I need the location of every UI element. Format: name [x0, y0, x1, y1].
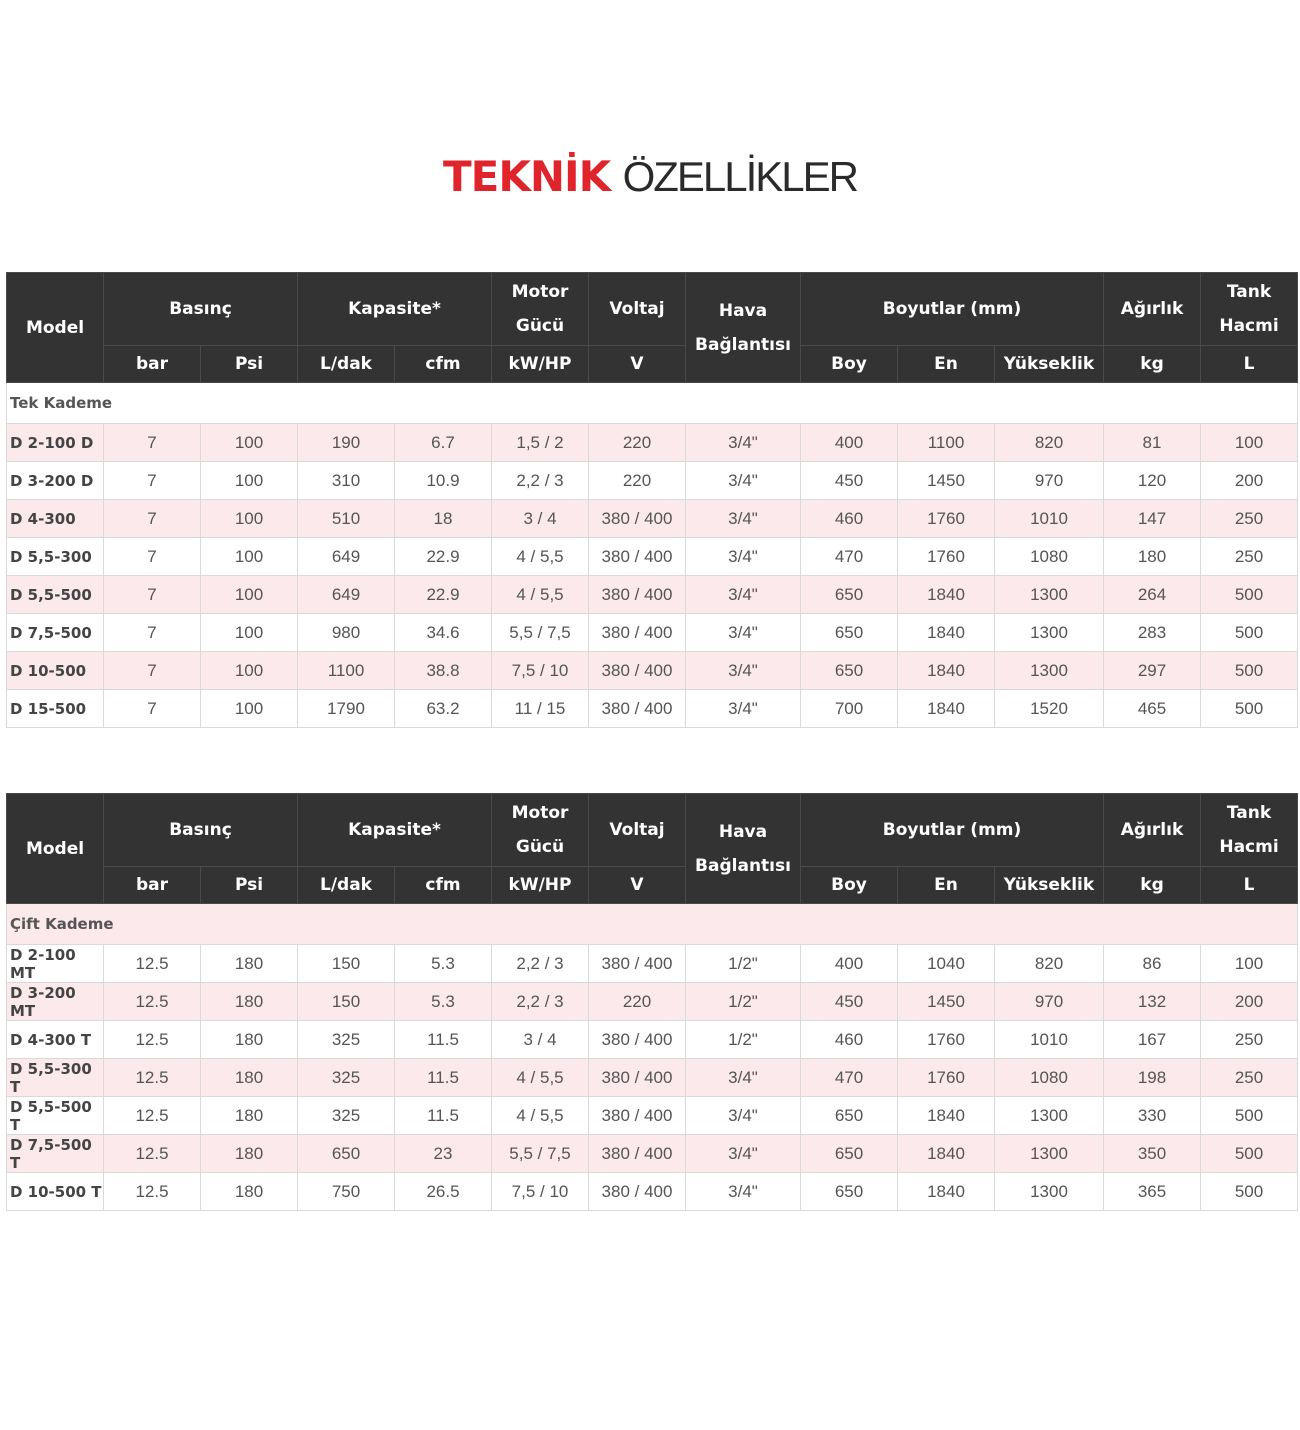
cell-bar: 7 — [104, 462, 201, 500]
header-cfm: cfm — [395, 867, 492, 904]
header-boyutlar: Boyutlar (mm) — [801, 794, 1104, 867]
header-tank — [1201, 794, 1298, 867]
cell-boy: 470 — [801, 538, 898, 576]
header-psi: Psi — [201, 346, 298, 383]
cell-voltage: 380 / 400 — [589, 1097, 686, 1135]
cell-boy: 470 — [801, 1059, 898, 1097]
cell-kwhp: 11 / 15 — [492, 690, 589, 728]
cell-bar: 12.5 — [104, 1059, 201, 1097]
cell-tank: 250 — [1201, 1059, 1298, 1097]
header-model: Model — [7, 273, 104, 383]
cell-air-connection: 3/4" — [686, 424, 801, 462]
cell-air-connection: 3/4" — [686, 652, 801, 690]
cell-yukseklik: 1300 — [995, 614, 1104, 652]
cell-model: D 4-300 — [7, 500, 104, 538]
cell-model: D 5,5-500 T — [7, 1097, 104, 1135]
cell-tank: 500 — [1201, 1135, 1298, 1173]
cell-tank: 100 — [1201, 945, 1298, 983]
header-tank-line2: Hacmi — [1219, 837, 1279, 857]
cell-psi: 100 — [201, 690, 298, 728]
cell-psi: 100 — [201, 462, 298, 500]
cell-model: D 2-100 D — [7, 424, 104, 462]
cell-en: 1760 — [898, 1021, 995, 1059]
cell-en: 1100 — [898, 424, 995, 462]
header-tank-line2: Hacmi — [1219, 316, 1279, 336]
cell-weight: 147 — [1104, 500, 1201, 538]
cell-voltage: 380 / 400 — [589, 614, 686, 652]
cell-en: 1840 — [898, 1097, 995, 1135]
cell-weight: 81 — [1104, 424, 1201, 462]
cell-yukseklik: 1080 — [995, 1059, 1104, 1097]
table-row — [7, 462, 1298, 500]
cell-yukseklik: 970 — [995, 983, 1104, 1021]
cell-kwhp: 5,5 / 7,5 — [492, 1135, 589, 1173]
cell-cfm: 5.3 — [395, 983, 492, 1021]
header-boyutlar: Boyutlar (mm) — [801, 273, 1104, 346]
cell-model: D 10-500 T — [7, 1173, 104, 1211]
cell-yukseklik: 970 — [995, 462, 1104, 500]
header-motor-line1: Motor — [511, 803, 569, 823]
cell-bar: 7 — [104, 652, 201, 690]
cell-en: 1760 — [898, 1059, 995, 1097]
cell-cfm: 38.8 — [395, 652, 492, 690]
cell-ldak: 510 — [298, 500, 395, 538]
header-motor-line2: Gücü — [515, 316, 565, 336]
cell-psi: 180 — [201, 1059, 298, 1097]
cell-psi: 180 — [201, 945, 298, 983]
header-motor — [492, 273, 589, 346]
cell-bar: 12.5 — [104, 1021, 201, 1059]
cell-ldak: 650 — [298, 1135, 395, 1173]
cell-yukseklik: 1520 — [995, 690, 1104, 728]
cell-en: 1450 — [898, 462, 995, 500]
cell-tank: 200 — [1201, 462, 1298, 500]
cell-kwhp: 5,5 / 7,5 — [492, 614, 589, 652]
cell-kwhp: 4 / 5,5 — [492, 1059, 589, 1097]
cell-kwhp: 7,5 / 10 — [492, 652, 589, 690]
cell-psi: 100 — [201, 614, 298, 652]
single-stage-table — [6, 272, 1298, 728]
cell-psi: 100 — [201, 500, 298, 538]
cell-bar: 7 — [104, 538, 201, 576]
header-l: L — [1201, 867, 1298, 904]
cell-weight: 350 — [1104, 1135, 1201, 1173]
cell-tank: 200 — [1201, 983, 1298, 1021]
cell-bar: 7 — [104, 614, 201, 652]
cell-weight: 198 — [1104, 1059, 1201, 1097]
cell-kwhp: 2,2 / 3 — [492, 945, 589, 983]
cell-kwhp: 3 / 4 — [492, 500, 589, 538]
header-yukseklik: Yükseklik — [995, 346, 1104, 383]
cell-model: D 3-200 MT — [7, 983, 104, 1021]
cell-air-connection: 3/4" — [686, 614, 801, 652]
cell-air-connection: 3/4" — [686, 538, 801, 576]
header-hava-line1: Hava — [718, 300, 768, 321]
cell-ldak: 1790 — [298, 690, 395, 728]
header-boy: Boy — [801, 346, 898, 383]
cell-model: D 5,5-500 — [7, 576, 104, 614]
cell-weight: 365 — [1104, 1173, 1201, 1211]
cell-bar: 12.5 — [104, 945, 201, 983]
table-row — [7, 1135, 1298, 1173]
cell-en: 1840 — [898, 690, 995, 728]
cell-cfm: 18 — [395, 500, 492, 538]
cell-tank: 500 — [1201, 614, 1298, 652]
cell-yukseklik: 1300 — [995, 1097, 1104, 1135]
cell-voltage: 380 / 400 — [589, 500, 686, 538]
cell-yukseklik: 1010 — [995, 500, 1104, 538]
header-voltaj: Voltaj — [589, 794, 686, 867]
cell-weight: 180 — [1104, 538, 1201, 576]
table-row — [7, 945, 1298, 983]
header-kg: kg — [1104, 346, 1201, 383]
cell-ldak: 750 — [298, 1173, 395, 1211]
cell-ldak: 325 — [298, 1097, 395, 1135]
cell-yukseklik: 1300 — [995, 1135, 1104, 1173]
header-kapasite: Kapasite* — [298, 273, 492, 346]
cell-psi: 180 — [201, 1135, 298, 1173]
header-ldak: L/dak — [298, 867, 395, 904]
header-psi: Psi — [201, 867, 298, 904]
header-motor-line2: Gücü — [515, 837, 565, 857]
cell-tank: 250 — [1201, 500, 1298, 538]
cell-cfm: 26.5 — [395, 1173, 492, 1211]
header-kg: kg — [1104, 867, 1201, 904]
cell-yukseklik: 820 — [995, 945, 1104, 983]
cell-cfm: 34.6 — [395, 614, 492, 652]
cell-air-connection: 3/4" — [686, 1135, 801, 1173]
cell-ldak: 649 — [298, 538, 395, 576]
cell-cfm: 6.7 — [395, 424, 492, 462]
table-row — [7, 538, 1298, 576]
cell-boy: 700 — [801, 690, 898, 728]
cell-air-connection: 3/4" — [686, 690, 801, 728]
cell-bar: 7 — [104, 576, 201, 614]
header-kwhp: kW/HP — [492, 867, 589, 904]
table-row — [7, 424, 1298, 462]
table-row — [7, 690, 1298, 728]
cell-voltage: 380 / 400 — [589, 690, 686, 728]
cell-yukseklik: 1300 — [995, 1173, 1104, 1211]
cell-en: 1840 — [898, 576, 995, 614]
cell-psi: 180 — [201, 1097, 298, 1135]
header-boy: Boy — [801, 867, 898, 904]
cell-air-connection: 3/4" — [686, 1059, 801, 1097]
header-voltaj: Voltaj — [589, 273, 686, 346]
cell-yukseklik: 1300 — [995, 576, 1104, 614]
cell-cfm: 22.9 — [395, 538, 492, 576]
cell-bar: 7 — [104, 690, 201, 728]
cell-yukseklik: 820 — [995, 424, 1104, 462]
table-row — [7, 983, 1298, 1021]
cell-air-connection: 3/4" — [686, 576, 801, 614]
cell-model: D 7,5-500 T — [7, 1135, 104, 1173]
cell-cfm: 5.3 — [395, 945, 492, 983]
cell-boy: 400 — [801, 945, 898, 983]
cell-tank: 500 — [1201, 690, 1298, 728]
cell-ldak: 190 — [298, 424, 395, 462]
cell-ldak: 310 — [298, 462, 395, 500]
header-tank — [1201, 273, 1298, 346]
header-basinc: Basınç — [104, 794, 298, 867]
cell-cfm: 23 — [395, 1135, 492, 1173]
header-kwhp: kW/HP — [492, 346, 589, 383]
cell-air-connection: 3/4" — [686, 1173, 801, 1211]
cell-weight: 330 — [1104, 1097, 1201, 1135]
cell-cfm: 10.9 — [395, 462, 492, 500]
cell-ldak: 325 — [298, 1021, 395, 1059]
cell-ldak: 980 — [298, 614, 395, 652]
cell-en: 1840 — [898, 1135, 995, 1173]
cell-en: 1840 — [898, 614, 995, 652]
cell-psi: 100 — [201, 576, 298, 614]
cell-en: 1760 — [898, 538, 995, 576]
header-tank-line1: Tank — [1226, 282, 1272, 302]
cell-kwhp: 4 / 5,5 — [492, 576, 589, 614]
header-l: L — [1201, 346, 1298, 383]
cell-boy: 650 — [801, 576, 898, 614]
cell-voltage: 380 / 400 — [589, 1059, 686, 1097]
cell-weight: 86 — [1104, 945, 1201, 983]
cell-bar: 7 — [104, 500, 201, 538]
cell-model: D 10-500 — [7, 652, 104, 690]
cell-voltage: 380 / 400 — [589, 945, 686, 983]
header-hava — [686, 794, 801, 904]
cell-ldak: 150 — [298, 983, 395, 1021]
cell-weight: 264 — [1104, 576, 1201, 614]
title-highlight: TEKNİK — [442, 152, 611, 201]
title-rest: ÖZELLİKLER — [622, 153, 858, 200]
cell-model: D 5,5-300 — [7, 538, 104, 576]
header-agirlik: Ağırlık — [1104, 273, 1201, 346]
header-en: En — [898, 346, 995, 383]
cell-boy: 650 — [801, 652, 898, 690]
cell-ldak: 1100 — [298, 652, 395, 690]
cell-weight: 283 — [1104, 614, 1201, 652]
cell-tank: 500 — [1201, 652, 1298, 690]
cell-en: 1040 — [898, 945, 995, 983]
cell-kwhp: 1,5 / 2 — [492, 424, 589, 462]
cell-boy: 650 — [801, 1173, 898, 1211]
cell-bar: 7 — [104, 424, 201, 462]
cell-kwhp: 4 / 5,5 — [492, 538, 589, 576]
cell-bar: 12.5 — [104, 1135, 201, 1173]
cell-ldak: 649 — [298, 576, 395, 614]
cell-cfm: 11.5 — [395, 1021, 492, 1059]
header-hava — [686, 273, 801, 383]
cell-yukseklik: 1300 — [995, 652, 1104, 690]
header-motor — [492, 794, 589, 867]
cell-model: D 15-500 — [7, 690, 104, 728]
cell-tank: 250 — [1201, 538, 1298, 576]
table-row — [7, 576, 1298, 614]
cell-bar: 12.5 — [104, 983, 201, 1021]
cell-ldak: 325 — [298, 1059, 395, 1097]
cell-air-connection: 3/4" — [686, 1097, 801, 1135]
cell-psi: 100 — [201, 424, 298, 462]
cell-en: 1450 — [898, 983, 995, 1021]
cell-boy: 650 — [801, 1097, 898, 1135]
cell-boy: 450 — [801, 462, 898, 500]
cell-cfm: 22.9 — [395, 576, 492, 614]
cell-tank: 500 — [1201, 1173, 1298, 1211]
table-row — [7, 1059, 1298, 1097]
cell-ldak: 150 — [298, 945, 395, 983]
cell-psi: 100 — [201, 538, 298, 576]
cell-en: 1840 — [898, 1173, 995, 1211]
table-row — [7, 1097, 1298, 1135]
table-row — [7, 614, 1298, 652]
cell-weight: 120 — [1104, 462, 1201, 500]
cell-air-connection: 1/2" — [686, 1021, 801, 1059]
cell-voltage: 220 — [589, 983, 686, 1021]
cell-kwhp: 7,5 / 10 — [492, 1173, 589, 1211]
cell-voltage: 380 / 400 — [589, 1021, 686, 1059]
cell-model: D 2-100 MT — [7, 945, 104, 983]
cell-kwhp: 3 / 4 — [492, 1021, 589, 1059]
cell-weight: 132 — [1104, 983, 1201, 1021]
cell-air-connection: 3/4" — [686, 462, 801, 500]
header-hava-line2: Bağlantısı — [695, 334, 791, 355]
cell-tank: 500 — [1201, 1097, 1298, 1135]
cell-voltage: 380 / 400 — [589, 1135, 686, 1173]
cell-en: 1840 — [898, 652, 995, 690]
cell-boy: 450 — [801, 983, 898, 1021]
cell-boy: 650 — [801, 1135, 898, 1173]
header-bar: bar — [104, 346, 201, 383]
cell-cfm: 11.5 — [395, 1097, 492, 1135]
cell-model: D 7,5-500 — [7, 614, 104, 652]
cell-air-connection: 3/4" — [686, 500, 801, 538]
header-cfm: cfm — [395, 346, 492, 383]
cell-air-connection: 1/2" — [686, 983, 801, 1021]
cell-yukseklik: 1010 — [995, 1021, 1104, 1059]
cell-weight: 167 — [1104, 1021, 1201, 1059]
cell-psi: 100 — [201, 652, 298, 690]
header-hava-line1: Hava — [718, 821, 768, 842]
cell-yukseklik: 1080 — [995, 538, 1104, 576]
header-motor-line1: Motor — [511, 282, 569, 302]
header-v: V — [589, 867, 686, 904]
cell-psi: 180 — [201, 1021, 298, 1059]
cell-tank: 500 — [1201, 576, 1298, 614]
cell-boy: 650 — [801, 614, 898, 652]
cell-weight: 297 — [1104, 652, 1201, 690]
header-hava-line2: Bağlantısı — [695, 855, 791, 876]
cell-kwhp: 2,2 / 3 — [492, 983, 589, 1021]
cell-tank: 250 — [1201, 1021, 1298, 1059]
cell-voltage: 220 — [589, 424, 686, 462]
cell-model: D 5,5-300 T — [7, 1059, 104, 1097]
table-row — [7, 500, 1298, 538]
cell-boy: 460 — [801, 500, 898, 538]
section-label: Çift Kademe — [7, 904, 1298, 945]
header-v: V — [589, 346, 686, 383]
cell-model: D 3-200 D — [7, 462, 104, 500]
cell-boy: 460 — [801, 1021, 898, 1059]
cell-bar: 12.5 — [104, 1173, 201, 1211]
cell-voltage: 380 / 400 — [589, 1173, 686, 1211]
header-bar: bar — [104, 867, 201, 904]
cell-bar: 12.5 — [104, 1097, 201, 1135]
header-kapasite: Kapasite* — [298, 794, 492, 867]
cell-air-connection: 1/2" — [686, 945, 801, 983]
cell-model: D 4-300 T — [7, 1021, 104, 1059]
table-row — [7, 1173, 1298, 1211]
header-ldak: L/dak — [298, 346, 395, 383]
cell-psi: 180 — [201, 1173, 298, 1211]
header-model: Model — [7, 794, 104, 904]
cell-psi: 180 — [201, 983, 298, 1021]
section-label: Tek Kademe — [7, 383, 1298, 424]
header-basinc: Basınç — [104, 273, 298, 346]
cell-kwhp: 2,2 / 3 — [492, 462, 589, 500]
cell-kwhp: 4 / 5,5 — [492, 1097, 589, 1135]
cell-voltage: 220 — [589, 462, 686, 500]
cell-voltage: 380 / 400 — [589, 652, 686, 690]
header-tank-line1: Tank — [1226, 803, 1272, 823]
cell-voltage: 380 / 400 — [589, 576, 686, 614]
page-title — [0, 152, 1300, 201]
table-row — [7, 1021, 1298, 1059]
cell-cfm: 11.5 — [395, 1059, 492, 1097]
cell-weight: 465 — [1104, 690, 1201, 728]
cell-voltage: 380 / 400 — [589, 538, 686, 576]
cell-tank: 100 — [1201, 424, 1298, 462]
cell-boy: 400 — [801, 424, 898, 462]
header-en: En — [898, 867, 995, 904]
table-row — [7, 652, 1298, 690]
header-yukseklik: Yükseklik — [995, 867, 1104, 904]
cell-cfm: 63.2 — [395, 690, 492, 728]
cell-en: 1760 — [898, 500, 995, 538]
two-stage-table — [6, 793, 1298, 1211]
header-agirlik: Ağırlık — [1104, 794, 1201, 867]
